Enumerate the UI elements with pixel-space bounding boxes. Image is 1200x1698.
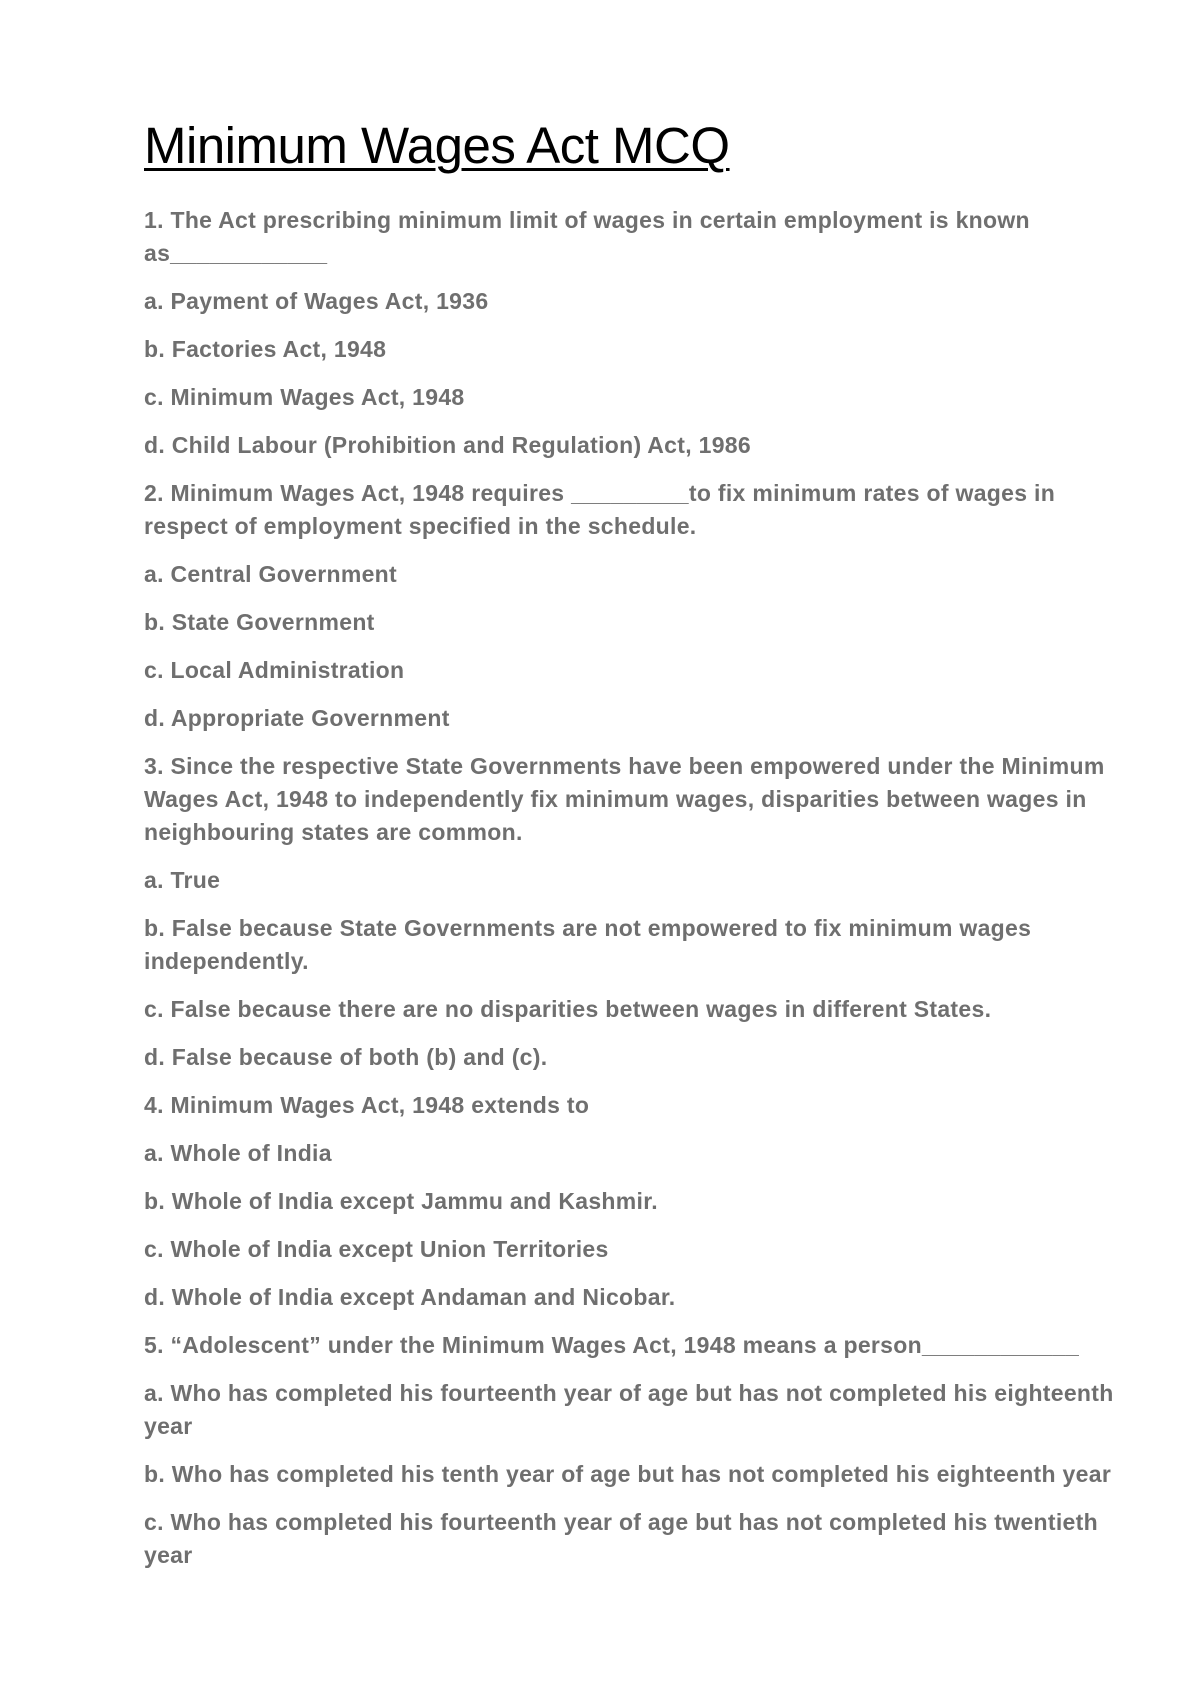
question-1-option-c: c. Minimum Wages Act, 1948 (144, 384, 465, 410)
question-3-option-d: d. False because of both (b) and (c). (144, 1044, 548, 1070)
question-4-text: 4. Minimum Wages Act, 1948 extends to (144, 1092, 590, 1118)
question-5-option-c: c. Who has completed his fourteenth year of age but has not completed his twentieth year (144, 1509, 1098, 1568)
question-4-option-b: b. Whole of India except Jammu and Kashmir. (144, 1188, 658, 1214)
question-1-text: 1. The Act prescribing minimum limit of wages in certain employment is known as____________ (144, 207, 1030, 266)
question-4-option-c: c. Whole of India except Union Territories (144, 1236, 609, 1262)
question-1-option-a: a. Payment of Wages Act, 1936 (144, 288, 489, 314)
question-2-option-c: c. Local Administration (144, 657, 405, 683)
question-2-option-a: a. Central Government (144, 561, 397, 587)
question-1-option-d: d. Child Labour (Prohibition and Regulation) Act, 1986 (144, 432, 751, 458)
question-4-option-d: d. Whole of India except Andaman and Nicobar. (144, 1284, 676, 1310)
question-5-option-b: b. Who has completed his tenth year of age but has not completed his eighteenth year (144, 1461, 1112, 1487)
question-3-option-c: c. False because there are no disparities between wages in different States. (144, 996, 992, 1022)
question-2-option-b: b. State Government (144, 609, 375, 635)
question-3-option-a: a. True (144, 867, 221, 893)
question-1-option-b: b. Factories Act, 1948 (144, 336, 387, 362)
question-3-option-b: b. False because State Governments are not empowered to fix minimum wages independently. (144, 915, 1032, 974)
question-2-option-d: d. Appropriate Government (144, 705, 450, 731)
page-title: Minimum Wages Act MCQ (144, 117, 730, 174)
question-4-option-a: a. Whole of India (144, 1140, 332, 1166)
question-5-option-a: a. Who has completed his fourteenth year of age but has not completed his eighteenth year (144, 1380, 1114, 1439)
question-5-text: 5. “Adolescent” under the Minimum Wages Act, 1948 means a person____________ (144, 1332, 1080, 1358)
mcq-content (144, 204, 1144, 1587)
question-2-text: 2. Minimum Wages Act, 1948 requires _________to fix minimum rates of wages in respect of employment specified in the schedule. (144, 480, 1056, 539)
question-3-text: 3. Since the respective State Governments have been empowered under the Minimum Wages Act, 1948 to independently fix minimum wages, disparities between wages in neighbouring states are common. (144, 753, 1105, 845)
